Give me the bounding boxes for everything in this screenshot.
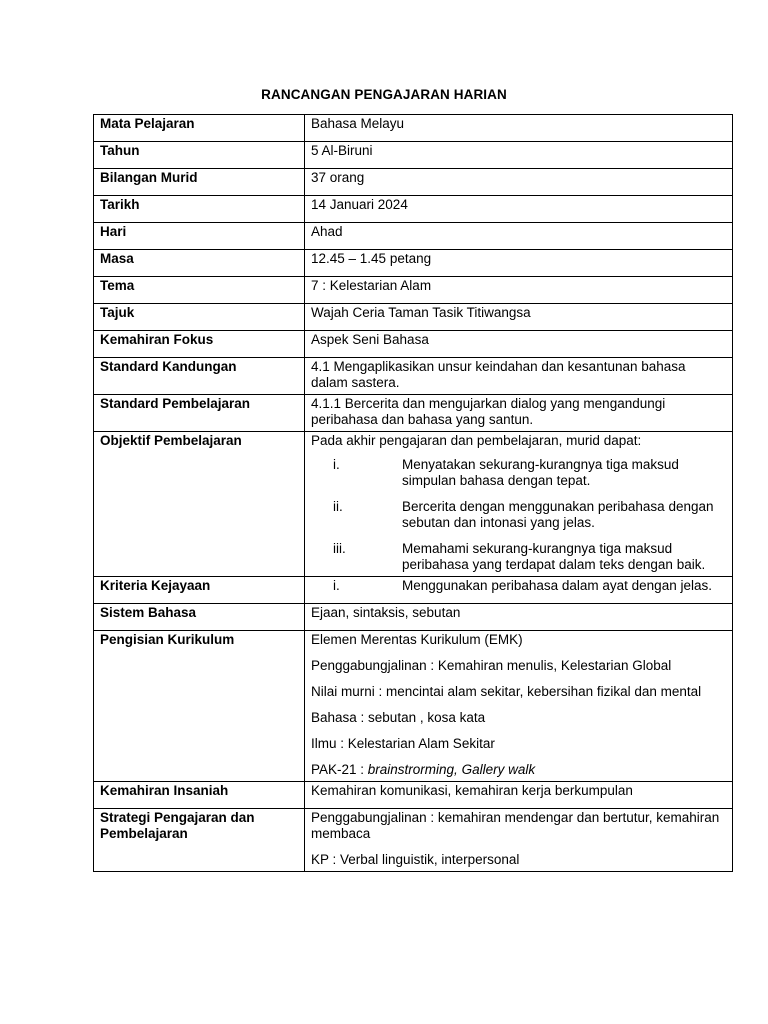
- row-label: Tajuk: [94, 304, 305, 331]
- table-row-kriteria-kejayaan: [94, 577, 733, 604]
- row-value: Aspek Seni Bahasa: [305, 331, 733, 358]
- curriculum-line: Bahasa : sebutan , kosa kata: [311, 710, 486, 725]
- row-label: Kriteria Kejayaan: [94, 577, 305, 604]
- table-row-tarikh: [94, 196, 733, 223]
- row-value: 4.1 Mengaplikasikan unsur keindahan dan kesantunan bahasa dalam sastera.: [305, 358, 733, 395]
- table-row-sistem-bahasa: [94, 604, 733, 631]
- table-row-pengisian-kurikulum: [94, 631, 733, 782]
- row-value: Wajah Ceria Taman Tasik Titiwangsa: [305, 304, 733, 331]
- pak21-prefix: PAK-21 :: [311, 762, 368, 777]
- list-item-text: Bercerita dengan menggunakan peribahasa dengan sebutan dan intonasi yang jelas.: [402, 499, 714, 530]
- list-item-text: Menggunakan peribahasa dalam ayat dengan jelas.: [402, 578, 712, 593]
- row-label: Masa: [94, 250, 305, 277]
- row-value: [305, 432, 733, 577]
- row-value: 7 : Kelestarian Alam: [305, 277, 733, 304]
- row-value: Bahasa Melayu: [305, 115, 733, 142]
- row-label: Standard Kandungan: [94, 358, 305, 395]
- row-label: Tema: [94, 277, 305, 304]
- table-row-bilangan-murid: [94, 169, 733, 196]
- curriculum-line: Nilai murni : mencintai alam sekitar, kebersihan fizikal dan mental: [311, 684, 702, 699]
- row-label: Tahun: [94, 142, 305, 169]
- row-label: Hari: [94, 223, 305, 250]
- list-item-number: iii.: [333, 541, 346, 556]
- list-item-number: i.: [333, 457, 340, 472]
- curriculum-line: Ilmu : Kelestarian Alam Sekitar: [311, 736, 495, 751]
- list-item: [311, 578, 726, 594]
- table-row-kemahiran-insaniah: [94, 782, 733, 809]
- table-row-masa: [94, 250, 733, 277]
- table-row-kemahiran-fokus: [94, 331, 733, 358]
- list-item: [311, 541, 726, 573]
- row-value: [305, 631, 733, 782]
- table-row-standard-kandungan: [94, 358, 733, 395]
- row-label: Kemahiran Insaniah: [94, 782, 305, 809]
- table-row-tahun: [94, 142, 733, 169]
- row-label: Standard Pembelajaran: [94, 395, 305, 432]
- table-row-tajuk: [94, 304, 733, 331]
- table-row-mata-pelajaran: [94, 115, 733, 142]
- row-value: 4.1.1 Bercerita dan mengujarkan dialog yang mengandungi peribahasa dan bahasa yang santun.: [305, 395, 733, 432]
- list-item-text: Memahami sekurang-kurangnya tiga maksud peribahasa yang terdapat dalam teks dengan baik.: [402, 541, 706, 572]
- objective-list: [311, 457, 726, 573]
- curriculum-line-pak21: [311, 762, 726, 778]
- row-value: Ahad: [305, 223, 733, 250]
- row-label: Pengisian Kurikulum: [94, 631, 305, 782]
- row-label: Strategi Pengajaran dan Pembelajaran: [94, 809, 305, 872]
- row-value: [305, 809, 733, 872]
- list-item-text: Menyatakan sekurang-kurangnya tiga maksud simpulan bahasa dengan tepat.: [402, 457, 679, 488]
- row-value: 37 orang: [305, 169, 733, 196]
- row-label: Objektif Pembelajaran: [94, 432, 305, 577]
- page-title: RANCANGAN PENGAJARAN HARIAN: [261, 87, 507, 102]
- table-row-hari: [94, 223, 733, 250]
- strategy-line: KP : Verbal linguistik, interpersonal: [311, 852, 520, 867]
- row-label: Bilangan Murid: [94, 169, 305, 196]
- objective-lead: Pada akhir pengajaran dan pembelajaran, murid dapat:: [311, 433, 642, 448]
- row-value: 14 Januari 2024: [305, 196, 733, 223]
- pak21-activities: brainstrorming, Gallery walk: [367, 762, 536, 777]
- list-item-number: ii.: [333, 499, 343, 514]
- list-item: [311, 499, 726, 531]
- list-item: [311, 457, 726, 489]
- table-row-strategi: [94, 809, 733, 872]
- row-value: Ejaan, sintaksis, sebutan: [305, 604, 733, 631]
- curriculum-line: Elemen Merentas Kurikulum (EMK): [311, 632, 523, 647]
- row-value: 5 Al-Biruni: [305, 142, 733, 169]
- row-label: Mata Pelajaran: [94, 115, 305, 142]
- row-label: Sistem Bahasa: [94, 604, 305, 631]
- row-value: [305, 577, 733, 604]
- table-row-standard-pembelajaran: [94, 395, 733, 432]
- curriculum-line: Penggabungjalinan : Kemahiran menulis, Kelestarian Global: [311, 658, 672, 673]
- table-row-objektif-pembelajaran: [94, 432, 733, 577]
- list-item-number: i.: [333, 578, 340, 593]
- table-row-tema: [94, 277, 733, 304]
- row-label: Tarikh: [94, 196, 305, 223]
- strategy-line: Penggabungjalinan : kemahiran mendengar dan bertutur, kemahiran membaca: [311, 810, 720, 841]
- row-value: 12.45 – 1.45 petang: [305, 250, 733, 277]
- row-value: Kemahiran komunikasi, kemahiran kerja berkumpulan: [305, 782, 733, 809]
- row-label: Kemahiran Fokus: [94, 331, 305, 358]
- lesson-plan-table: [93, 114, 733, 872]
